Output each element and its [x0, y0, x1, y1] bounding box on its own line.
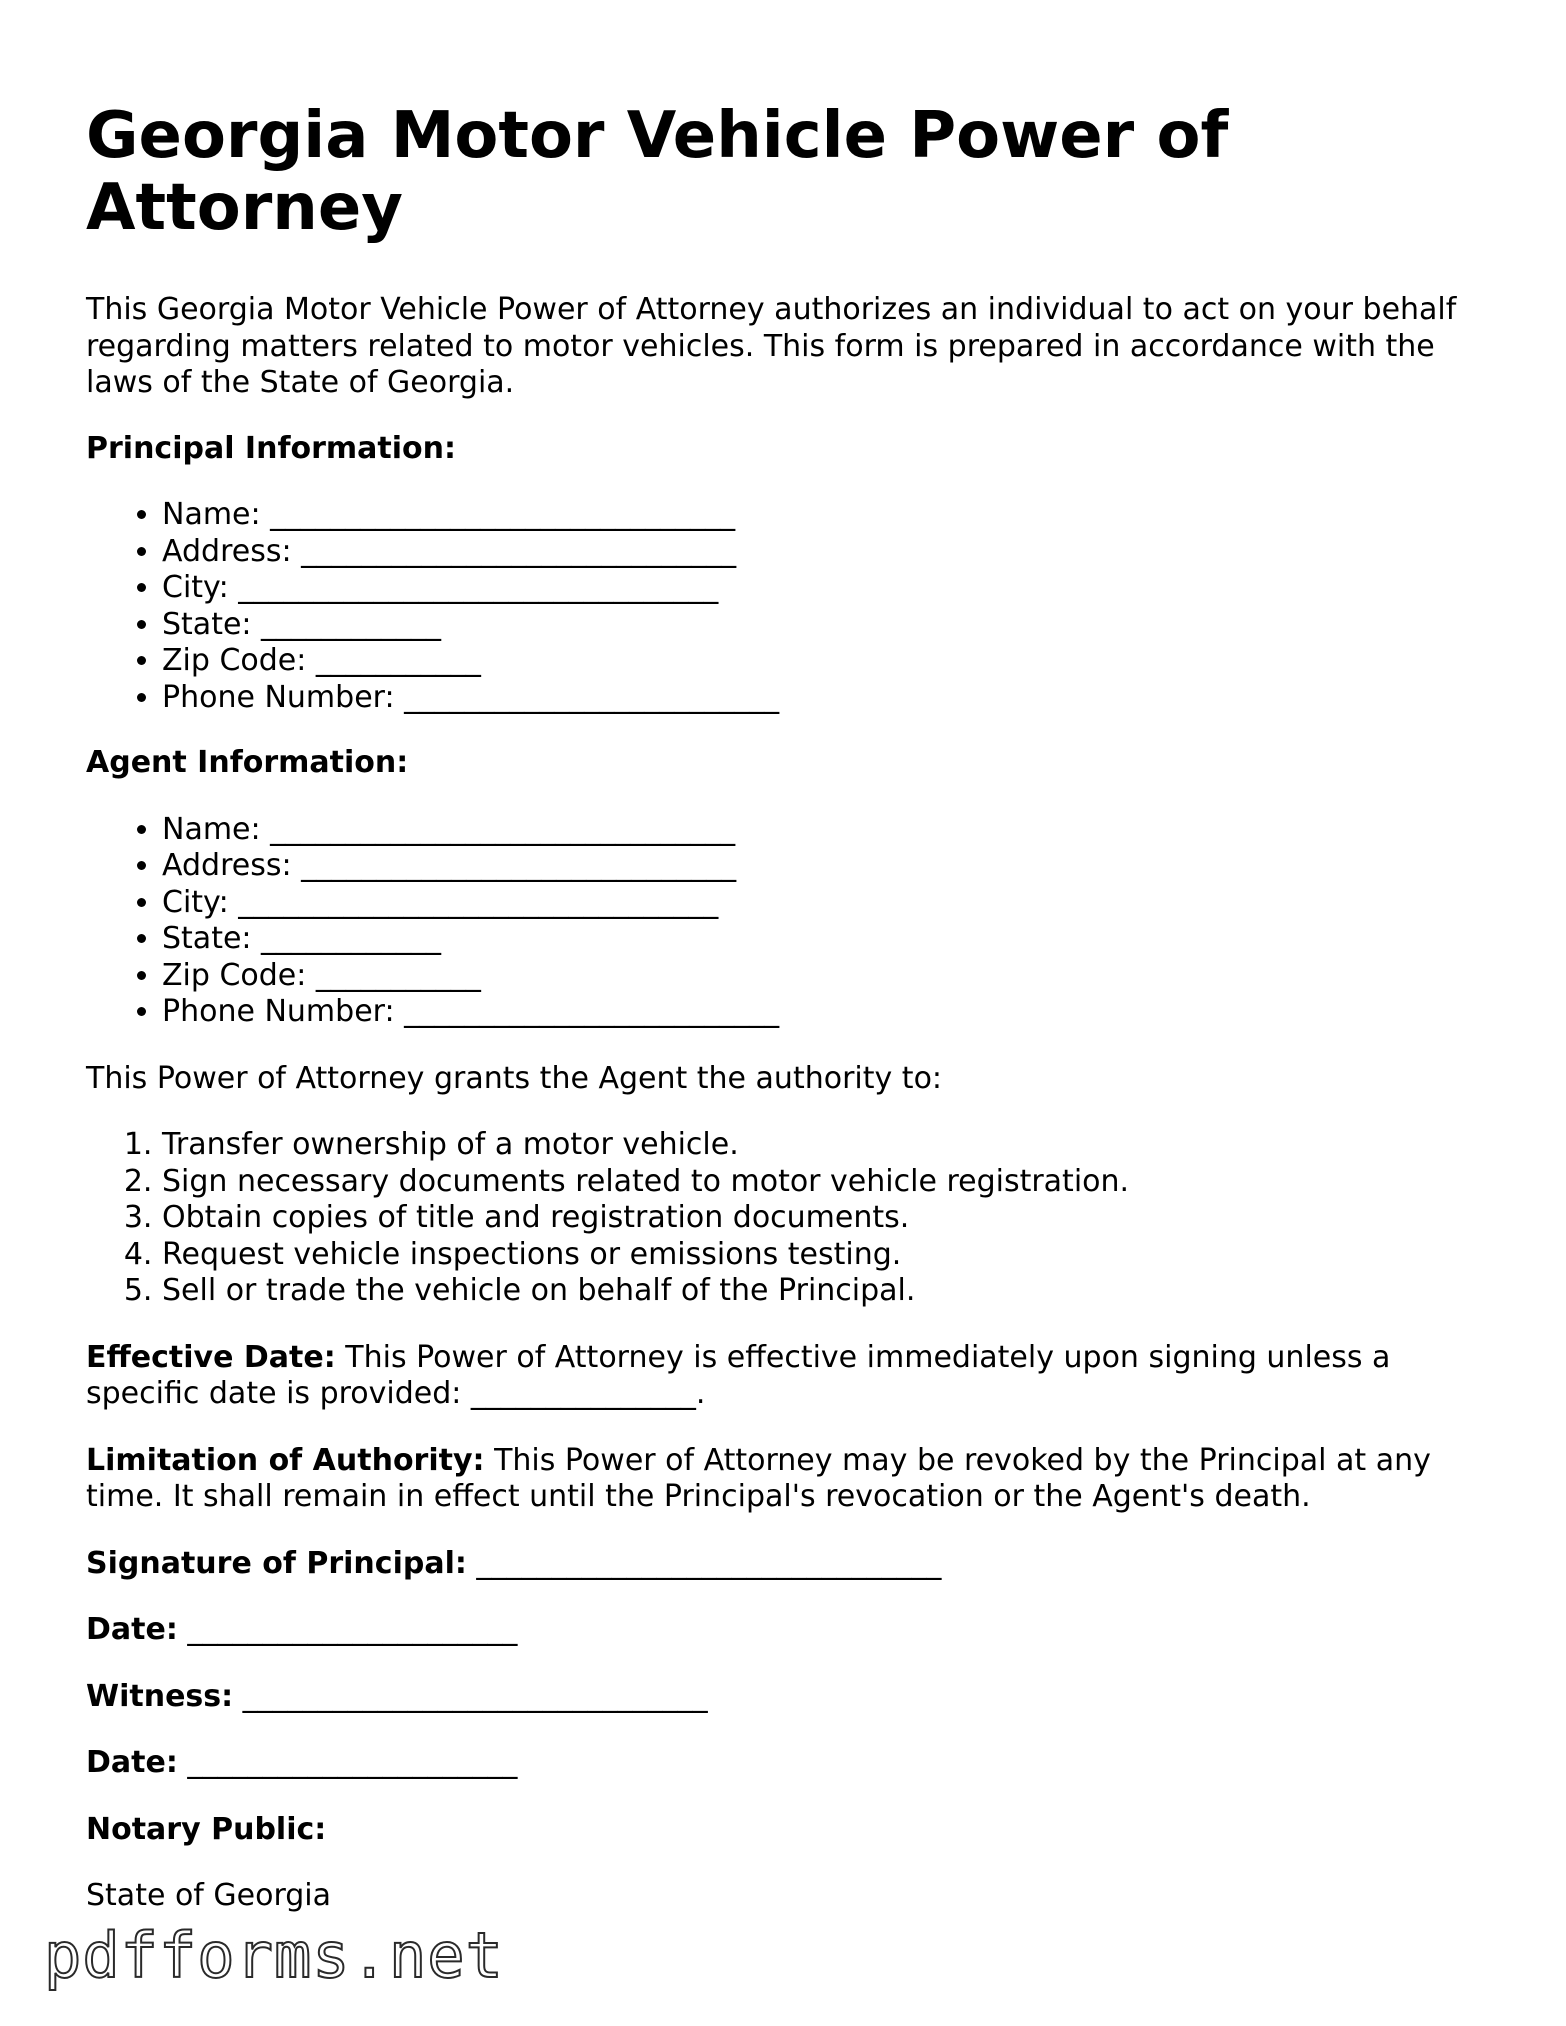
principal-name-field[interactable]: • Name: _______________________________ — [162, 497, 1486, 534]
principal-signature-label: Signature of Principal: — [86, 1545, 467, 1581]
notary-heading: Notary Public: — [86, 1811, 327, 1847]
agent-address-field[interactable]: • Address: _____________________________ — [162, 848, 1486, 885]
document-page — [86, 100, 1486, 1915]
watermark-logo: pdfforms.net — [44, 1919, 504, 1992]
principal-signature-line — [86, 1546, 1486, 1583]
principal-zip-field[interactable]: • Zip Code: ___________ — [162, 643, 1486, 680]
principal-address-field[interactable]: • Address: _____________________________ — [162, 534, 1486, 571]
date-field-2[interactable]: ______________________ — [177, 1745, 518, 1780]
principal-heading: Principal Information: — [86, 430, 457, 466]
power-item: 1. Transfer ownership of a motor vehicle. — [162, 1127, 1486, 1164]
principal-signature-field[interactable]: _______________________________ — [466, 1545, 942, 1581]
power-item: 2. Sign necessary documents related to motor vehicle registration. — [162, 1164, 1486, 1201]
intro-paragraph: This Georgia Motor Vehicle Power of Attorney authorizes an individual to act on your behalf regarding matters related to motor vehicles. This form is prepared in accordance with the laws of the State of Georgia. — [86, 292, 1457, 400]
date-line-2 — [86, 1745, 1486, 1782]
effective-date-text[interactable]: This Power of Attorney is effective immediately upon signing unless a specific date is provided: _______________. — [86, 1339, 1391, 1411]
document-title: Georgia Motor Vehicle Power of Attorney — [86, 99, 1229, 245]
principal-phone-field[interactable]: • Phone Number: _________________________ — [162, 680, 1486, 717]
agent-phone-field[interactable]: • Phone Number: _________________________ — [162, 994, 1486, 1031]
witness-field[interactable]: _______________________________ — [233, 1678, 708, 1714]
date-label-1: Date: — [86, 1612, 178, 1647]
date-field-1[interactable]: ______________________ — [177, 1612, 518, 1647]
effective-date-label: Effective Date: — [86, 1339, 336, 1375]
witness-label: Witness: — [86, 1678, 234, 1714]
powers-list — [86, 1127, 1486, 1310]
power-item: 4. Request vehicle inspections or emissions testing. — [162, 1237, 1486, 1274]
principal-state-field[interactable]: • State: ____________ — [162, 607, 1486, 644]
agent-state-field[interactable]: • State: ____________ — [162, 921, 1486, 958]
grants-intro: This Power of Attorney grants the Agent the authority to: — [86, 1060, 943, 1096]
agent-heading: Agent Information: — [86, 745, 409, 780]
agent-city-field[interactable]: • City: ________________________________ — [162, 885, 1486, 922]
witness-line — [86, 1679, 1486, 1716]
agent-zip-field[interactable]: • Zip Code: ___________ — [162, 958, 1486, 995]
limitation-text: This Power of Attorney may be revoked by the Principal at any time. It shall remain in effect until the Principal's revocation or the Agent's death. — [86, 1442, 1431, 1514]
agent-fields-list — [86, 812, 1486, 1031]
agent-name-field[interactable]: • Name: _______________________________ — [162, 812, 1486, 849]
principal-city-field[interactable]: • City: ________________________________ — [162, 570, 1486, 607]
principal-fields-list — [86, 497, 1486, 716]
power-item: 3. Obtain copies of title and registration documents. — [162, 1200, 1486, 1237]
notary-state: State of Georgia — [86, 1878, 332, 1913]
date-label-2: Date: — [86, 1745, 178, 1780]
power-item: 5. Sell or trade the vehicle on behalf of the Principal. — [162, 1273, 1486, 1310]
effective-date-paragraph — [86, 1340, 1486, 1413]
limitation-paragraph — [86, 1443, 1486, 1516]
date-line-1 — [86, 1612, 1486, 1649]
limitation-label: Limitation of Authority: — [86, 1442, 485, 1478]
